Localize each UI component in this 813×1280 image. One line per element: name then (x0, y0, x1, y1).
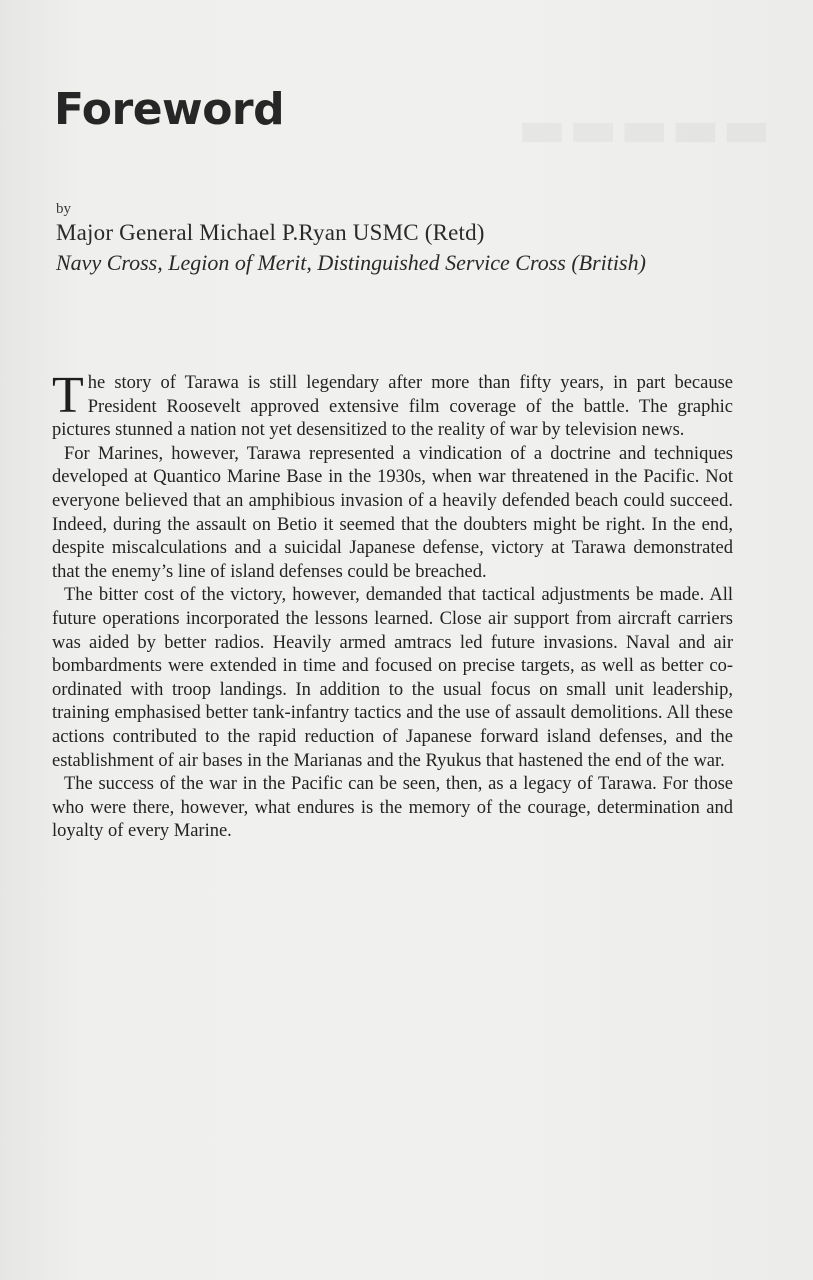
byline-by: by (56, 201, 71, 217)
drop-cap: T (52, 367, 84, 424)
paragraph-1 (52, 367, 733, 443)
byline-author: Major General Michael P.Ryan USMC (Retd) (56, 220, 485, 245)
body-text (52, 367, 733, 844)
paragraph-4: The success of the war in the Pacific can be seen, then, as a legacy of Tarawa. For those who were there, however, what endures is the memory of the courage, determination and loyalty of every Marine. (52, 774, 733, 842)
byline-honours: Navy Cross, Legion of Merit, Distinguished Service Cross (British) (56, 250, 646, 275)
page-title: Foreword (54, 84, 285, 135)
paragraph-1-text: he story of Tarawa is still legendary after more than fifty years, in part because President Roosevelt approved extensive film coverage of the battle. The graphic pictures stunned a nation not yet desensitized to the reality of war by television news. (52, 373, 733, 441)
reverse-side-bleed-through (517, 98, 773, 159)
byline (56, 200, 756, 278)
paragraph-2: For Marines, however, Tarawa represented a vindication of a doctrine and techniques developed at Quantico Marine Base in the 1930s, when war threatened in the Pacific. Not everyone believed that an amphibious invasion of a heavily defended beach could succeed. Indeed, during the assault on Betio it seemed that the doubters might be right. In the end, despite miscalculations and a suicidal Japanese defense, victory at Tarawa demonstrated that the enemy’s line of island defenses could be breached. (52, 443, 733, 582)
paragraph-3: The bitter cost of the victory, however, demanded that tactical adjustments be made. All future operations incorporated the lessons learned. Close air support from aircraft carriers was aided by better radios. Heavily armed amtracs led future invasions. Naval and air bombardments were extended in time and focused on precise targets, as well as better co-ordinated with troop landings. In addition to the usual focus on small unit leadership, training emphasised better tank-infantry tactics and the use of assault demolitions. All these actions contributed to the rapid reduction of Japanese forward island defenses, and the establishment of air bases in the Marianas and the Ryukus that hastened the end of the war. (52, 585, 733, 771)
